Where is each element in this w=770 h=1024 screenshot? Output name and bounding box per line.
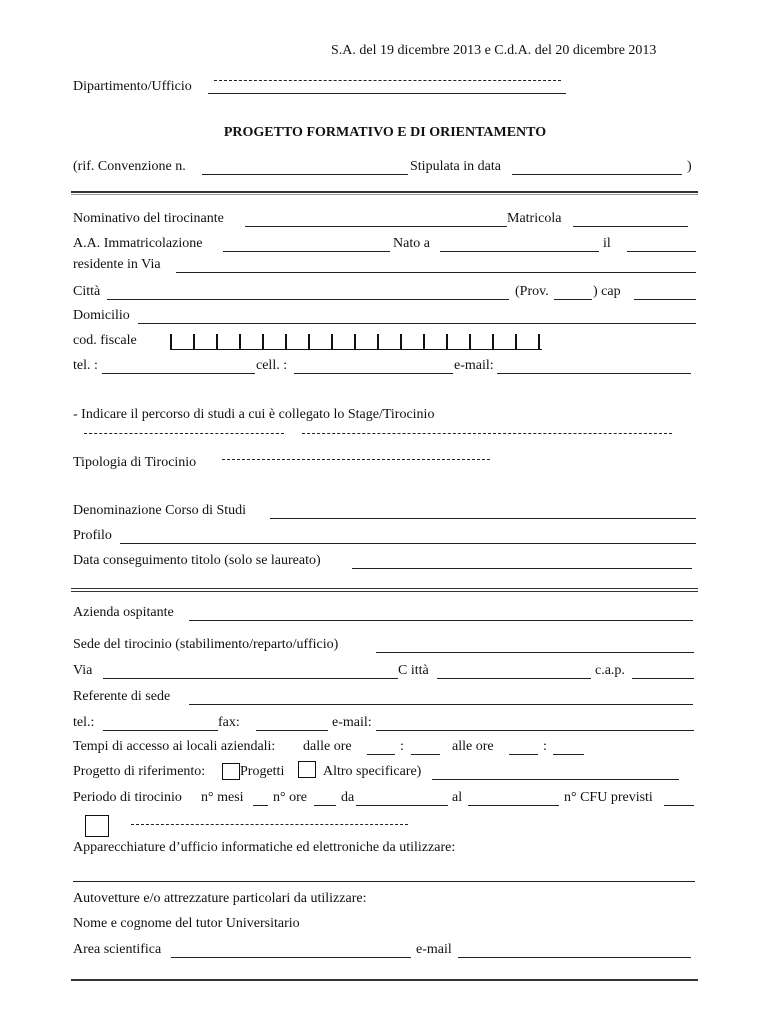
apparecchiature-label: Apparecchiature d’ufficio informatiche ed elettroniche da utilizzare: (73, 840, 456, 855)
close-paren: ) (687, 159, 692, 174)
progetti-checkbox[interactable] (222, 763, 240, 780)
apparecchiature-field[interactable] (73, 881, 695, 882)
alle-label: alle ore (452, 739, 494, 754)
citta-field[interactable] (107, 299, 509, 300)
progetto-label: Progetto di riferimento: (73, 764, 206, 779)
altro-checkbox[interactable] (298, 761, 316, 778)
page-title: PROGETTO FORMATIVO E DI ORIENTAMENTO (223, 125, 547, 140)
profilo-field[interactable] (120, 543, 696, 544)
sede-label: Sede del tirocinio (stabilimento/reparto/ufficio) (73, 637, 339, 652)
da-field[interactable] (356, 805, 448, 806)
residente-label: residente in Via (73, 257, 161, 272)
referente-label: Referente di sede (73, 689, 171, 704)
nominativo-label: Nominativo del tirocinante (73, 211, 224, 226)
dipartimento-dashes (214, 80, 561, 81)
tel-field[interactable] (102, 373, 255, 374)
autovetture-label: Autovetture e/o attrezzature particolari da utilizzare: (73, 891, 367, 906)
alle-minute-field[interactable] (553, 754, 584, 755)
da-label: da (341, 790, 355, 805)
fax-label: fax: (218, 715, 240, 730)
al-label: al (452, 790, 463, 805)
alle-colon: : (543, 739, 547, 754)
aa-immatricolazione-label: A.A. Immatricolazione (73, 236, 203, 251)
area-email-label: e-mail (416, 942, 452, 957)
stipulata-label: Stipulata in data (410, 159, 501, 174)
data-titolo-field[interactable] (352, 568, 692, 569)
matricola-label: Matricola (507, 211, 562, 226)
dalle-label: dalle ore (303, 739, 352, 754)
periodo-label: Periodo di tirocinio (73, 790, 182, 805)
altro-field[interactable] (432, 779, 679, 780)
via-label: Via (73, 663, 93, 678)
domicilio-field[interactable] (138, 323, 696, 324)
progetti-option-label: Progetti (240, 764, 285, 779)
cap-label: ) cap (593, 284, 621, 299)
cap-azienda-field[interactable] (632, 678, 694, 679)
dalle-colon: : (400, 739, 404, 754)
azienda-label: Azienda ospitante (73, 605, 174, 620)
profilo-label: Profilo (73, 528, 112, 543)
codfiscale-baseline (170, 349, 542, 350)
citta-azienda-label: C ittà (398, 663, 429, 678)
mesi-label: n° mesi (201, 790, 244, 805)
citta-label: Città (73, 284, 101, 299)
tel-label: tel. : (73, 358, 98, 373)
convenzione-label: (rif. Convenzione n. (73, 159, 186, 174)
bottom-divider (71, 979, 698, 981)
corso-field[interactable] (270, 518, 696, 519)
dipartimento-label: Dipartimento/Ufficio (73, 79, 192, 94)
dipartimento-field[interactable] (208, 93, 566, 94)
nato-label: Nato a (393, 236, 430, 251)
matricola-field[interactable] (573, 226, 688, 227)
data-titolo-label: Data conseguimento titolo (solo se laureato) (73, 553, 321, 568)
unlabeled-checkbox[interactable] (85, 815, 109, 837)
corso-label: Denominazione Corso di Studi (73, 503, 247, 518)
email-azienda-label: e-mail: (332, 715, 372, 730)
dashed-field[interactable] (131, 824, 408, 825)
section-divider (71, 191, 698, 195)
via-field[interactable] (103, 678, 398, 679)
tel-azienda-label: tel.: (73, 715, 95, 730)
nato-field[interactable] (440, 251, 599, 252)
il-label: il (603, 236, 611, 251)
tempi-label: Tempi di accesso ai locali aziendali: (73, 739, 276, 754)
cell-field[interactable] (294, 373, 453, 374)
tel-azienda-field[interactable] (103, 730, 218, 731)
cfu-field[interactable] (664, 805, 694, 806)
altro-option-label: Altro specificare) (323, 764, 422, 779)
al-field[interactable] (468, 805, 559, 806)
mesi-field[interactable] (253, 805, 268, 806)
fax-field[interactable] (256, 730, 328, 731)
tipologia-field[interactable] (222, 459, 490, 460)
email-label: e-mail: (454, 358, 494, 373)
referente-field[interactable] (189, 704, 693, 705)
nominativo-field[interactable] (245, 226, 507, 227)
area-label: Area scientifica (73, 942, 162, 957)
ore-label: n° ore (273, 790, 307, 805)
ore-field[interactable] (314, 805, 336, 806)
sede-field[interactable] (376, 652, 694, 653)
prov-field[interactable] (554, 299, 592, 300)
email-field[interactable] (497, 373, 691, 374)
area-email-field[interactable] (458, 957, 691, 958)
stipulata-date-field[interactable] (512, 174, 682, 175)
approval-note: S.A. del 19 dicembre 2013 e C.d.A. del 20 dicembre 2013 (331, 43, 657, 58)
cfu-label: n° CFU previsti (564, 790, 653, 805)
area-field[interactable] (171, 957, 411, 958)
dalle-hour-field[interactable] (367, 754, 395, 755)
percorso-field-1[interactable] (84, 433, 284, 434)
percorso-field-2[interactable] (302, 433, 672, 434)
tipologia-label: Tipologia di Tirocinio (73, 455, 197, 470)
cap-azienda-label: c.a.p. (595, 663, 625, 678)
email-azienda-field[interactable] (376, 730, 694, 731)
prov-label: (Prov. (515, 284, 549, 299)
tutor-label: Nome e cognome del tutor Universitario (73, 916, 300, 931)
citta-azienda-field[interactable] (437, 678, 591, 679)
alle-hour-field[interactable] (509, 754, 538, 755)
aa-immatricolazione-field[interactable] (223, 251, 390, 252)
section-divider-2 (71, 588, 698, 592)
residente-field[interactable] (176, 272, 696, 273)
cell-label: cell. : (256, 358, 288, 373)
codfiscale-label: cod. fiscale (73, 333, 137, 348)
birth-date-field[interactable] (627, 251, 696, 252)
dalle-minute-field[interactable] (411, 754, 440, 755)
percorso-label: - Indicare il percorso di studi a cui è collegato lo Stage/Tirocinio (73, 407, 435, 422)
convenzione-number-field[interactable] (202, 174, 408, 175)
azienda-field[interactable] (189, 620, 693, 621)
cap-field[interactable] (634, 299, 696, 300)
domicilio-label: Domicilio (73, 308, 130, 323)
